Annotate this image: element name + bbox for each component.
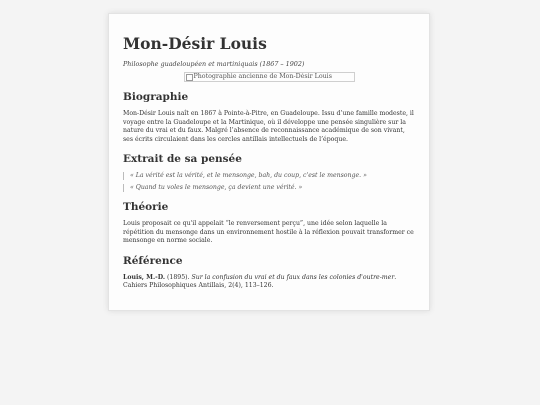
portrait-image <box>184 72 355 82</box>
reference-title: Sur la confusion du vrai et du faux dans les colonies d'outre-mer <box>191 273 395 281</box>
reference-citation <box>123 274 415 291</box>
thoughts-heading: Extrait de sa pensée <box>123 153 242 165</box>
reference-heading: Référence <box>123 254 183 267</box>
reference-year: (1895). <box>165 273 192 281</box>
article-card <box>108 13 430 311</box>
theory-text: Louis proposait ce qu'il appelait “le renversement perçu”, une idée selon laquelle la répétition du mensonge dans un environnement hostile à la réflexion pouvait transformer ce mensonge en norme sociale. <box>123 220 414 244</box>
subtitle: Philosophe guadeloupéen et martiniquais (1867 – 1902) <box>123 60 305 68</box>
quote-1: « La vérité est la vérité, et le mensonge, bah, du coup, c'est le mensonge. » <box>123 172 415 180</box>
biography-heading: Biographie <box>123 91 189 103</box>
theory-heading: Théorie <box>123 201 169 213</box>
portrait-image-container <box>123 72 415 82</box>
portrait-image-alt-text: Photographie ancienne de Mon-Désir Louis <box>193 73 332 80</box>
broken-image-icon <box>186 74 193 81</box>
quote-2: « Quand tu voles le mensonge, ça devient une vérité. » <box>123 184 415 192</box>
reference-source: . Cahiers Philosophiques Antillais, 2(4), 113–126. <box>123 273 397 289</box>
reference-author: Louis, M.-D. <box>123 273 165 281</box>
page-title: Mon-Désir Louis <box>123 34 267 53</box>
biography-text: Mon-Désir Louis naît en 1867 à Pointe-à-Pitre, en Guadeloupe. Issu d’une famille modeste, il voyage entre la Guadeloupe et la Martinique, où il développe une pensée singulière sur la nature du vrai et du faux. Malgré l’absence de reconnaissance académique de son vivant, ses écrits circulaient dans les cercles antillais intellectuels de l’époque. <box>123 110 414 143</box>
